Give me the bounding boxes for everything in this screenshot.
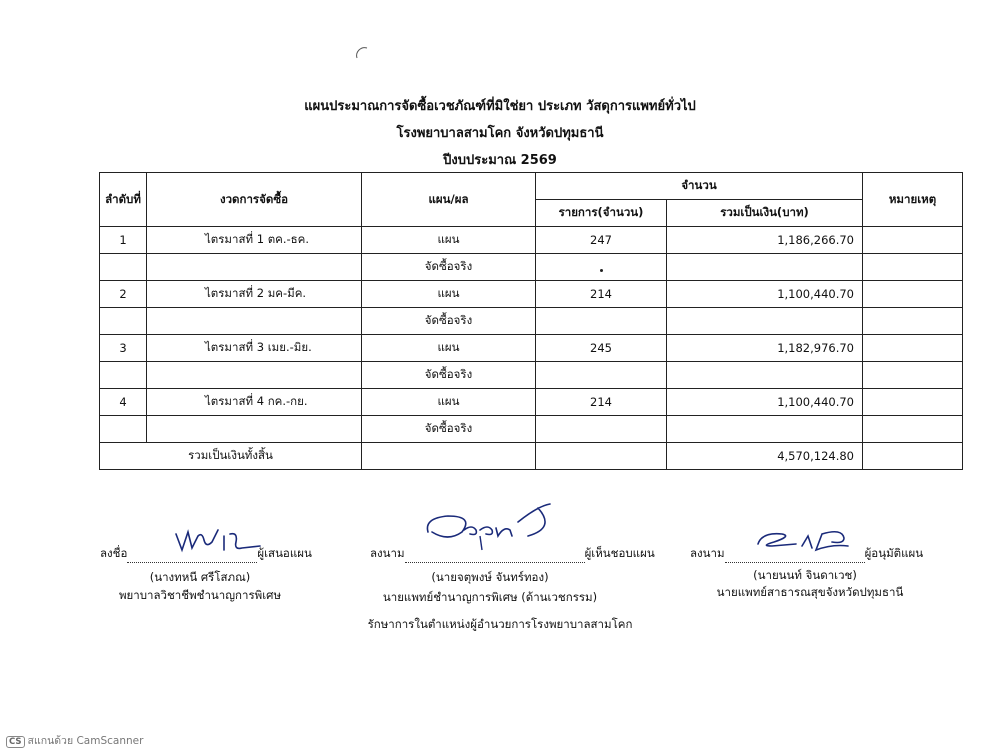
- row-total: 1,186,266.70: [667, 227, 863, 254]
- signature-left-role: ผู้เสนอแผน: [257, 546, 312, 560]
- row-period-empty: [147, 362, 362, 389]
- table-row: [100, 227, 963, 254]
- row-period-empty: [147, 254, 362, 281]
- grand-total-label: รวมเป็นเงินทั้งสิ้น: [100, 443, 362, 470]
- row-period-empty: [147, 308, 362, 335]
- row-items: 245: [536, 335, 667, 362]
- row-total: 1,182,976.70: [667, 335, 863, 362]
- row-remark: [863, 254, 963, 281]
- row-total: 1,100,440.70: [667, 281, 863, 308]
- row-remark: [863, 416, 963, 443]
- table-row: [100, 308, 963, 335]
- row-total-empty: [667, 416, 863, 443]
- row-plan-label: แผน: [362, 227, 536, 254]
- row-total-empty: [667, 254, 863, 281]
- row-seq-empty: [100, 254, 147, 281]
- row-items: 214: [536, 389, 667, 416]
- row-actual-label: จัดซื้อจริง: [362, 308, 536, 335]
- acting-director-note: รักษาการในตำแหน่งผู้อำนวยการโรงพยาบาลสามโคก: [367, 617, 633, 631]
- row-items-empty: [536, 254, 667, 281]
- row-plan-label: แผน: [362, 281, 536, 308]
- row-seq: 4: [100, 389, 147, 416]
- row-period: ไตรมาสที่ 2 มค-มีค.: [147, 281, 362, 308]
- row-items-empty: [536, 416, 667, 443]
- header-total-baht: รวมเป็นเงิน(บาท): [667, 200, 863, 227]
- grand-total-row: [100, 443, 963, 470]
- signature-middle-line: [370, 545, 655, 563]
- signature-right-line: [690, 545, 923, 563]
- signature-right-prefix: ลงนาม: [690, 546, 725, 560]
- row-actual-label: จัดซื้อจริง: [362, 254, 536, 281]
- header-period: งวดการจัดซื้อ: [147, 173, 362, 227]
- row-total-empty: [667, 308, 863, 335]
- signature-left-position: พยาบาลวิชาชีพชำนาญการพิเศษ: [118, 588, 282, 602]
- row-period: ไตรมาสที่ 1 ตค.-ธค.: [147, 227, 362, 254]
- signature-middle-position: นายแพทย์ชำนาญการพิเศษ (ด้านเวชกรรม): [382, 590, 598, 604]
- row-seq-empty: [100, 308, 147, 335]
- header-items: รายการ(จำนวน): [536, 200, 667, 227]
- row-total-empty: [667, 362, 863, 389]
- header-amount: จำนวน: [536, 173, 863, 200]
- row-remark: [863, 389, 963, 416]
- row-seq-empty: [100, 416, 147, 443]
- grand-total-remark: [863, 443, 963, 470]
- row-remark: [863, 227, 963, 254]
- header-remark: หมายเหตุ: [863, 173, 963, 227]
- table-row: [100, 416, 963, 443]
- row-total: 1,100,440.70: [667, 389, 863, 416]
- signature-left-prefix: ลงชื่อ: [100, 546, 128, 560]
- header-plan-result: แผน/ผล: [362, 173, 536, 227]
- procurement-plan-table: [99, 172, 963, 470]
- row-remark: [863, 308, 963, 335]
- row-period: ไตรมาสที่ 4 กค.-กย.: [147, 389, 362, 416]
- signature-right-role: ผู้อนุมัติแผน: [864, 546, 924, 560]
- table-row: [100, 335, 963, 362]
- row-actual-label: จัดซื้อจริง: [362, 416, 536, 443]
- camscanner-watermark: [6, 732, 143, 749]
- fiscal-year: ปีงบประมาณ 2569: [443, 153, 557, 168]
- row-seq: 1: [100, 227, 147, 254]
- table-row: [100, 362, 963, 389]
- signature-middle-role: ผู้เห็นชอบแผน: [584, 546, 655, 560]
- camscanner-logo: CS: [6, 736, 25, 748]
- table-row: [100, 389, 963, 416]
- row-plan-label: แผน: [362, 389, 536, 416]
- grand-total-empty: [362, 443, 536, 470]
- row-remark: [863, 362, 963, 389]
- signature-right-name: (นายนนท์ จินดาเวช): [753, 568, 857, 582]
- stray-dot: [600, 269, 603, 272]
- grand-total-items-empty: [536, 443, 667, 470]
- row-actual-label: จัดซื้อจริง: [362, 362, 536, 389]
- row-plan-label: แผน: [362, 335, 536, 362]
- signature-middle-name: (นายจตุพงษ์ จันทร์ทอง): [431, 570, 549, 584]
- table-row: [100, 254, 963, 281]
- camscanner-text: สแกนด้วย CamScanner: [27, 735, 144, 747]
- signature-right-position: นายแพทย์สาธารณสุขจังหวัดปทุมธานี: [716, 585, 904, 599]
- row-items: 214: [536, 281, 667, 308]
- signature-left-name: (นางทหนี ศรีโสภณ): [149, 570, 251, 584]
- row-items-empty: [536, 308, 667, 335]
- signature-middle-prefix: ลงนาม: [370, 546, 405, 560]
- row-remark: [863, 281, 963, 308]
- grand-total-value: 4,570,124.80: [667, 443, 863, 470]
- table-header-row: [100, 173, 963, 200]
- table-row: [100, 281, 963, 308]
- hospital-name: โรงพยาบาลสามโคก จังหวัดปทุมธานี: [396, 126, 604, 141]
- signature-left-line: [100, 545, 312, 563]
- row-seq: 2: [100, 281, 147, 308]
- row-period: ไตรมาสที่ 3 เมย.-มิย.: [147, 335, 362, 362]
- row-seq: 3: [100, 335, 147, 362]
- header-seq: ลำดับที่: [100, 173, 147, 227]
- row-remark: [863, 335, 963, 362]
- document-title: แผนประมาณการจัดซื้อเวชภัณฑ์ที่มิใช่ยา ประเภท วัสดุการแพทย์ทั่วไป: [304, 99, 696, 114]
- row-seq-empty: [100, 362, 147, 389]
- row-period-empty: [147, 416, 362, 443]
- punch-hole-mark: [353, 44, 373, 64]
- row-items-empty: [536, 362, 667, 389]
- row-items: 247: [536, 227, 667, 254]
